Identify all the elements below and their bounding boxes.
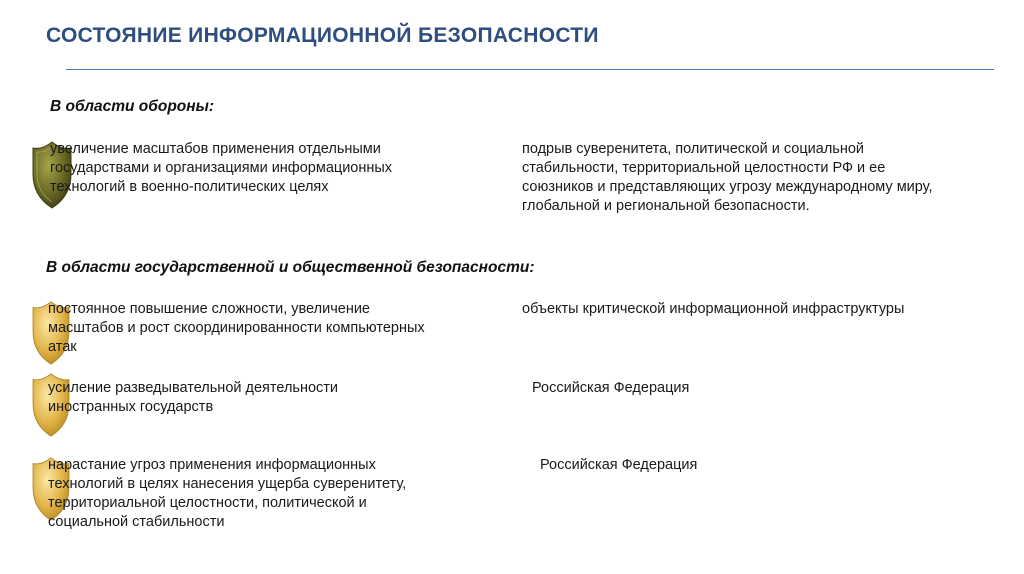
target-russian-federation-text-2: Российская Федерация bbox=[540, 457, 698, 473]
section-heading-defense: В области обороны: bbox=[50, 98, 215, 115]
title-underline bbox=[66, 69, 994, 70]
defense-consequence-text: подрыв суверенитета, политической и социальной стабильности, территориальной целостности РФ и ее союзников и представляющих угрозу международному миру, глобальной и региональной безопасности. bbox=[522, 141, 933, 214]
target-russian-federation-text: Российская Федерация bbox=[532, 380, 690, 396]
threat-intelligence-text: усиление разведывательной деятельности иностранных государств bbox=[48, 380, 339, 415]
section-heading-state-security: В области государственной и общественной безопасности: bbox=[46, 259, 535, 276]
threat-sovereignty-text: нарастание угроз применения информационных технологий в целях нанесения ущерба суверенитету, территориальной целостности, политической и социальной стабильности bbox=[48, 457, 407, 530]
target-critical-infrastructure-text: объекты критической информационной инфраструктуры bbox=[522, 301, 905, 317]
page-title: СОСТОЯНИЕ ИНФОРМАЦИОННОЙ БЕЗОПАСНОСТИ bbox=[46, 24, 599, 47]
defense-threat-text: увеличение масштабов применения отдельными государствами и организациями информационных технологий в военно-политических целях bbox=[50, 141, 393, 195]
threat-cyberattacks-text: постоянное повышение сложности, увеличение масштабов и рост скоординированности компьютерных атак bbox=[48, 301, 425, 355]
